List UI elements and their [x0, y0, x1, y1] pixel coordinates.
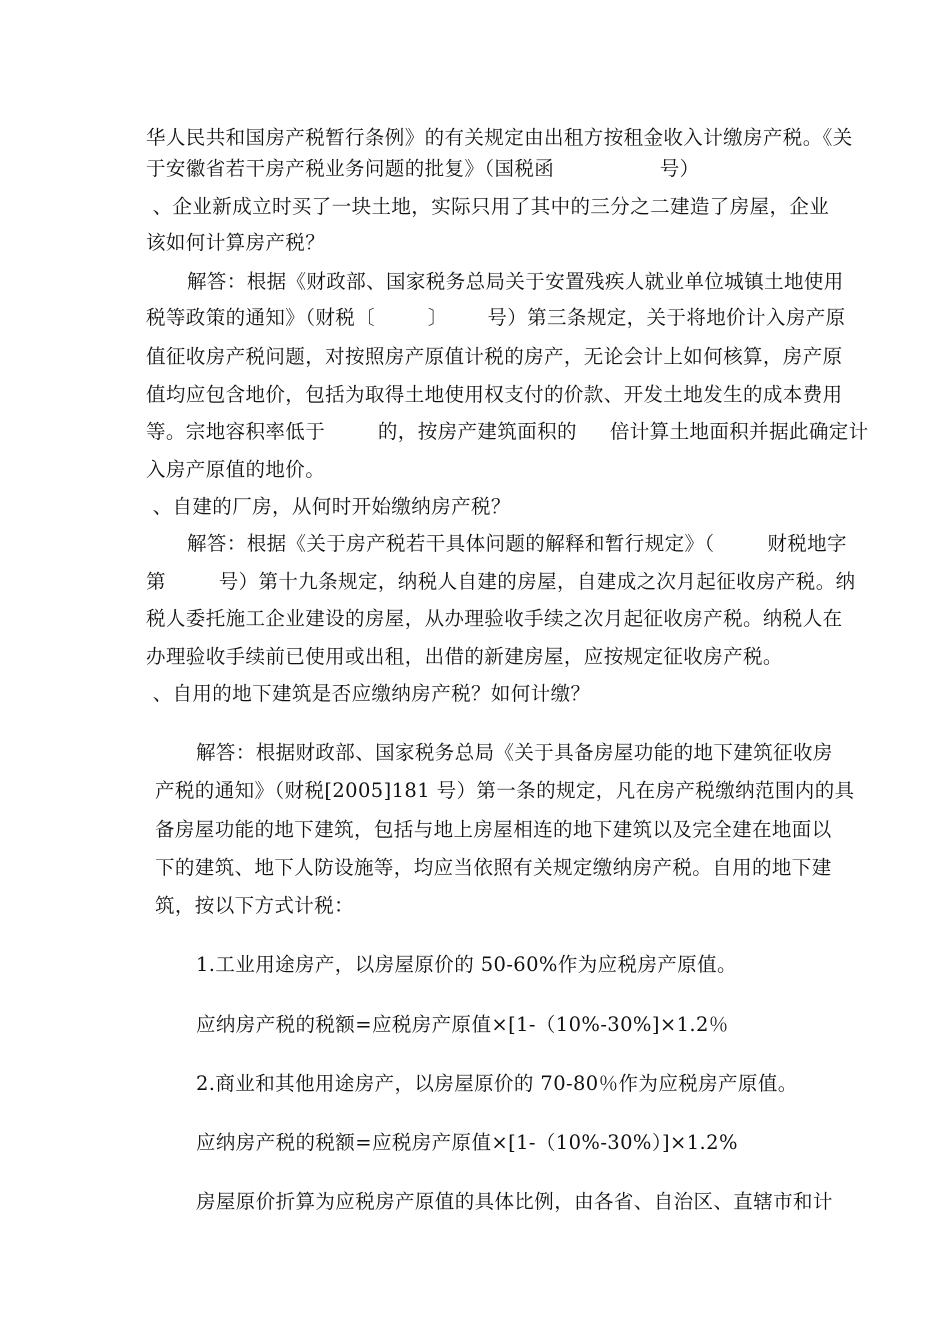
- text-line: 1.工业用途房产，以房屋原价的 50-60%作为应税房产原值。: [196, 953, 737, 976]
- text-line: 华人民共和国房产税暂行条例》的有关规定由出租方按租金收入计缴房产税。《关: [146, 126, 853, 149]
- text-line: 于安徽省若干房产税业务问题的批复》（国税函 号）: [146, 157, 700, 180]
- text-line: 值均应包含地价，包括为取得土地使用权支付的价款、开发土地发生的成本费用: [146, 383, 843, 406]
- text-line: 解答：根据财政部、国家税务总局《关于具备房屋功能的地下建筑征收房: [196, 741, 833, 764]
- text-line: 下的建筑、地下人防设施等，均应当依照有关规定缴纳房产税。自用的地下建: [155, 856, 832, 879]
- text-line: 筑，按以下方式计税：: [155, 894, 355, 917]
- text-line: 税人委托施工企业建设的房屋，从办理验收手续之次月起征收房产税。纳税人在: [146, 607, 843, 630]
- text-line: 该如何计算房产税？: [146, 231, 326, 254]
- text-line: 办理验收手续前已使用或出租，出借的新建房屋，应按规定征收房产税。: [146, 645, 783, 668]
- text-line: 2.商业和其他用途房产，以房屋原价的 70-80％作为应税房产原值。: [196, 1072, 798, 1095]
- text-line: 第 号）第十九条规定，纳税人自建的房屋，自建成之次月起征收房产税。纳: [146, 570, 856, 593]
- text-line: 备房屋功能的地下建筑，包括与地上房屋相连的地下建筑以及完全建在地面以: [155, 818, 832, 841]
- text-line: 应纳房产税的税额=应税房产原值×[1-（10%-30%）]×1.2%: [196, 1131, 738, 1154]
- text-line: 、自用的地下建筑是否应缴纳房产税？如何计缴？: [146, 682, 591, 705]
- text-line: 税等政策的通知》（财税〔 〕 号）第三条规定，关于将地价计入房产原: [146, 306, 846, 329]
- text-line: 、自建的厂房，从何时开始缴纳房产税？: [146, 495, 511, 518]
- text-line: 值征收房产税问题，对按照房产原值计税的房产，无论会计上如何核算，房产原: [146, 345, 843, 368]
- text-line: 房屋原价折算为应税房产原值的具体比例，由各省、自治区、直辖市和计: [196, 1190, 833, 1213]
- text-line: 入房产原值的地价。: [146, 458, 326, 481]
- text-line: 等。宗地容积率低于 的，按房产建筑面积的 倍计算土地面积并据此确定计: [146, 420, 869, 443]
- text-line: 解答：根据《财政部、国家税务总局关于安置残疾人就业单位城镇土地使用: [187, 270, 844, 293]
- text-line: 应纳房产税的税额=应税房产原值×[1-（10%-30%]×1.2％: [196, 1013, 729, 1036]
- text-line: 产税的通知》（财税[2005]181 号）第一条的规定，凡在房产税缴纳范围内的具: [155, 779, 855, 802]
- text-line: 解答：根据《关于房产税若干具体问题的解释和暂行规定》（ 财税地字: [187, 532, 847, 555]
- text-line: 、企业新成立时买了一块土地，实际只用了其中的三分之二建造了房屋，企业: [146, 195, 830, 218]
